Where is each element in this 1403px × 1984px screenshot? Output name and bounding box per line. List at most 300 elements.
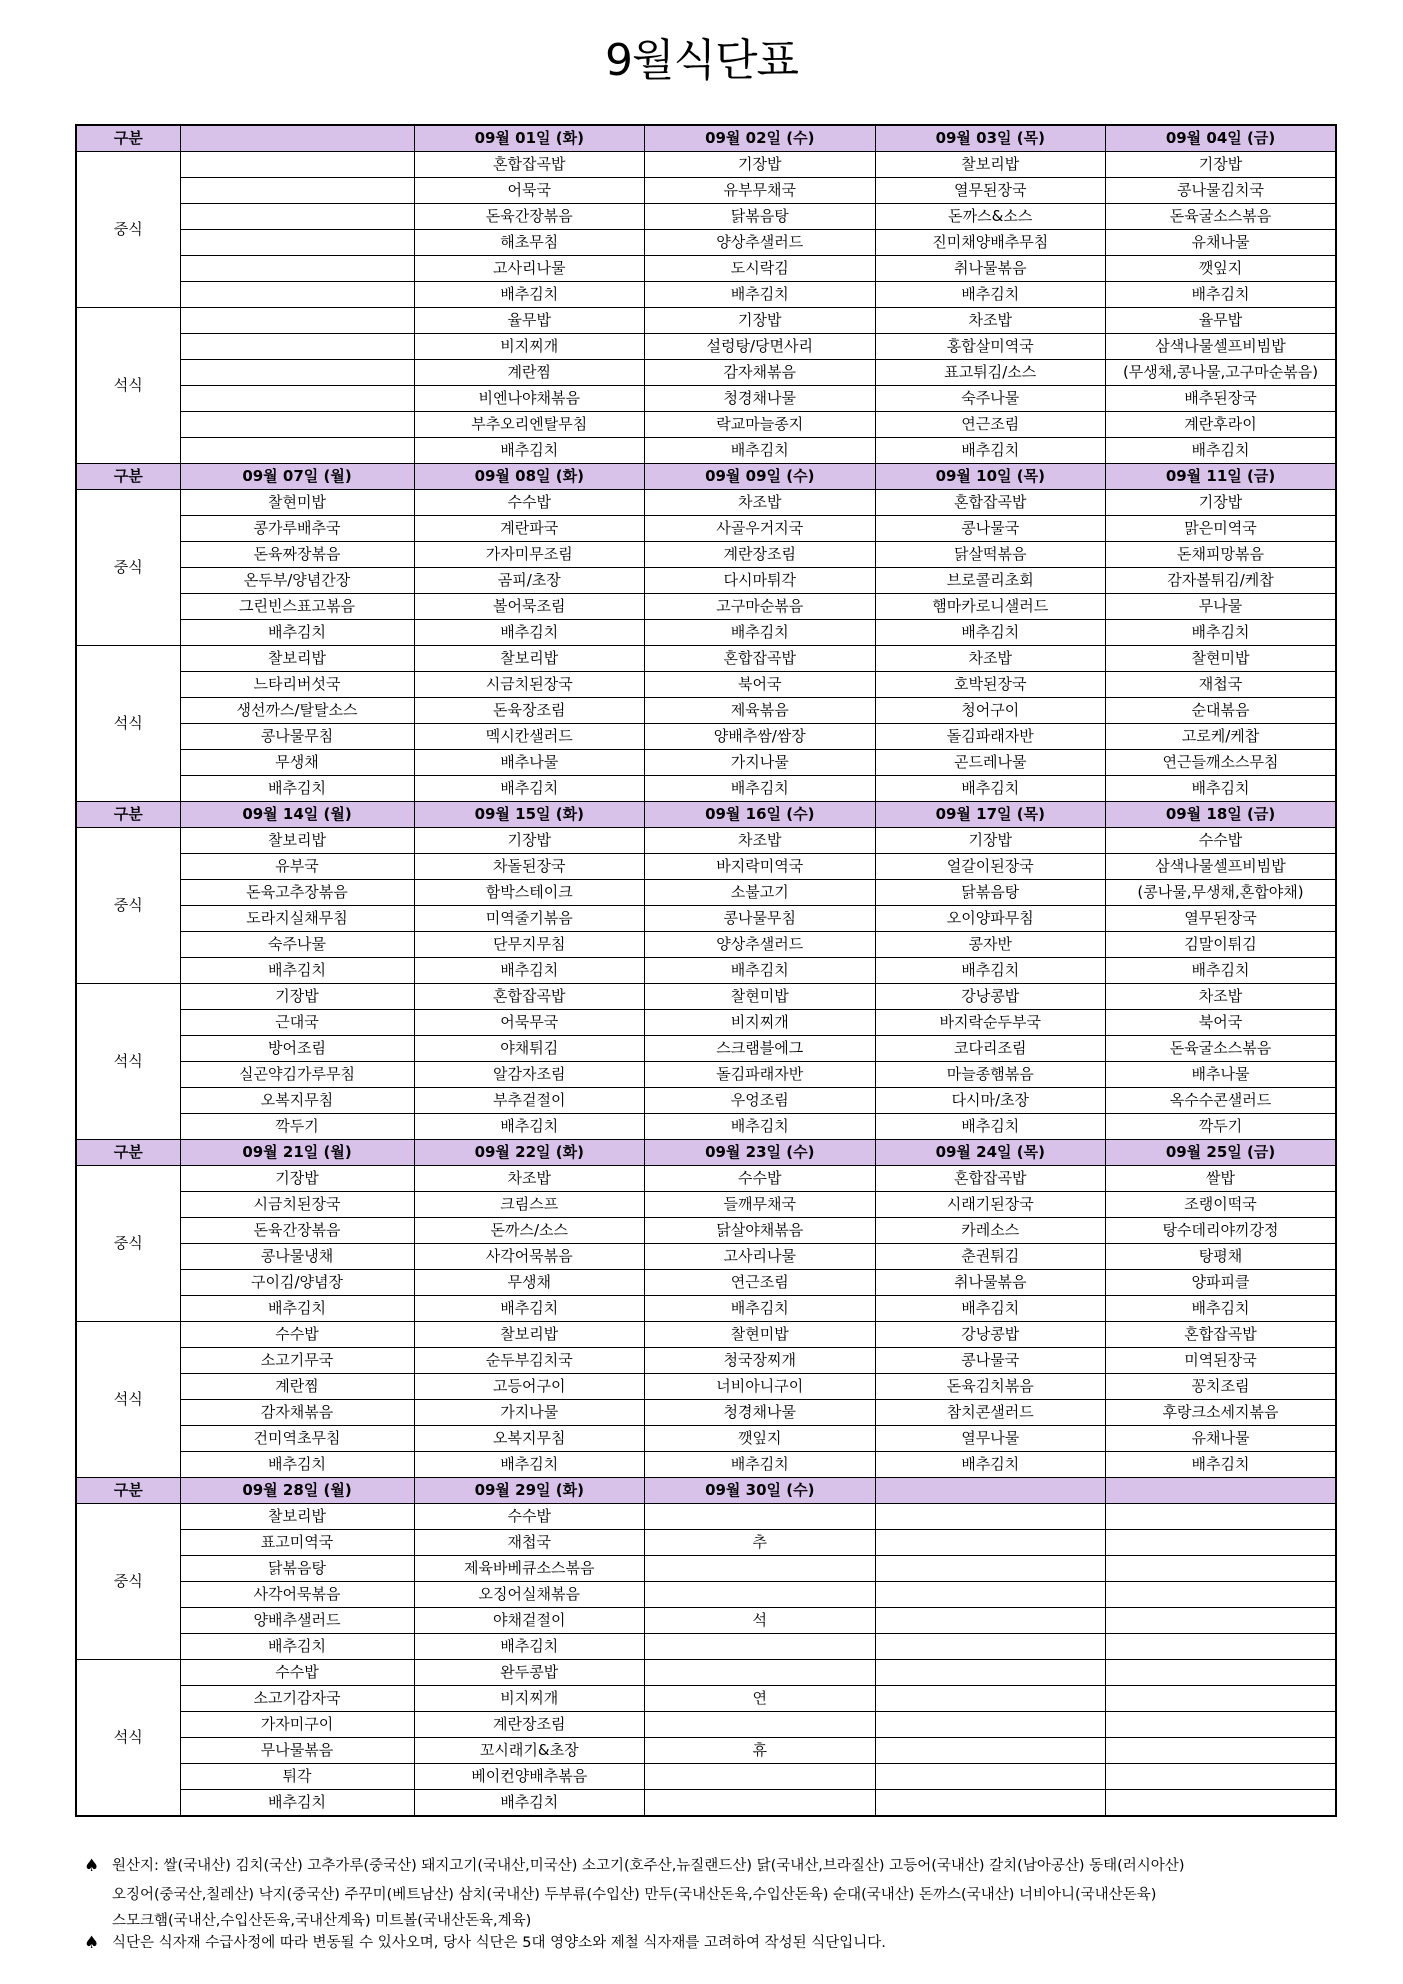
menu-item: 진미채양배추무침 <box>875 230 1106 256</box>
menu-item: 배추김치 <box>414 620 645 646</box>
menu-item <box>180 256 414 282</box>
menu-item: 순두부김치국 <box>414 1348 645 1374</box>
dinner-row <box>76 698 1336 724</box>
menu-item: 청어구이 <box>875 698 1106 724</box>
menu-item: 햄마카로니샐러드 <box>875 594 1106 620</box>
dinner-row <box>76 1374 1336 1400</box>
lunch-row <box>76 620 1336 646</box>
menu-item: 소고기무국 <box>180 1348 414 1374</box>
dinner-row <box>76 1790 1336 1817</box>
menu-item: 느타리버섯국 <box>180 672 414 698</box>
menu-item: 유부국 <box>180 854 414 880</box>
menu-item: 돈육굴소스볶음 <box>1106 204 1337 230</box>
date-cell: 09월 21일 (월) <box>180 1140 414 1166</box>
menu-item: 시금치된장국 <box>180 1192 414 1218</box>
menu-item: 배추김치 <box>414 958 645 984</box>
menu-item: 수수밥 <box>180 1322 414 1348</box>
menu-item: 다시마/초장 <box>875 1088 1106 1114</box>
lunch-label: 중식 <box>76 828 180 984</box>
menu-item: 어묵무국 <box>414 1010 645 1036</box>
menu-item: 들깨무채국 <box>645 1192 876 1218</box>
menu-item: 계란찜 <box>414 360 645 386</box>
menu-item: 후랑크소세지볶음 <box>1106 1400 1337 1426</box>
menu-item: 찰보리밥 <box>414 646 645 672</box>
lunch-row <box>76 906 1336 932</box>
menu-item: 무나물볶음 <box>180 1738 414 1764</box>
date-cell: 09월 09일 (수) <box>645 464 876 490</box>
menu-item: 열무된장국 <box>1106 906 1337 932</box>
lunch-label: 중식 <box>76 152 180 308</box>
menu-item: 사각어묵볶음 <box>414 1244 645 1270</box>
menu-item <box>180 334 414 360</box>
menu-item <box>1106 1790 1337 1817</box>
menu-item: 도라지실채무침 <box>180 906 414 932</box>
menu-item: 콩나물국 <box>875 516 1106 542</box>
menu-item: 닭볶음탕 <box>875 880 1106 906</box>
menu-item <box>875 1504 1106 1530</box>
menu-item: 방어조림 <box>180 1036 414 1062</box>
page-title: 9월식단표 <box>604 35 798 86</box>
dinner-row <box>76 776 1336 802</box>
dinner-label: 석식 <box>76 646 180 802</box>
menu-item: 배추김치 <box>875 438 1106 464</box>
menu-item <box>180 204 414 230</box>
dinner-row <box>76 412 1336 438</box>
menu-item <box>875 1634 1106 1660</box>
menu-item: 배추김치 <box>875 1114 1106 1140</box>
date-cell: 09월 15일 (화) <box>414 802 645 828</box>
lunch-row <box>76 1192 1336 1218</box>
menu-item: 배추나물 <box>1106 1062 1337 1088</box>
menu-item: 미역줄기볶음 <box>414 906 645 932</box>
menu-item: 야채튀김 <box>414 1036 645 1062</box>
menu-item: 배추김치 <box>645 1452 876 1478</box>
menu-item: 돈까스&소스 <box>875 204 1106 230</box>
menu-item <box>645 1556 876 1582</box>
menu-item: 차조밥 <box>645 490 876 516</box>
dinner-row <box>76 672 1336 698</box>
menu-item: 배추김치 <box>875 1296 1106 1322</box>
menu-item: 야채겉절이 <box>414 1608 645 1634</box>
dinner-row <box>76 1400 1336 1426</box>
menu-item: 멕시칸샐러드 <box>414 724 645 750</box>
notes-section <box>80 1852 1340 1954</box>
menu-item: 돈육고추장볶음 <box>180 880 414 906</box>
menu-item: 홍합살미역국 <box>875 334 1106 360</box>
menu-item: 수수밥 <box>414 490 645 516</box>
dinner-row <box>76 360 1336 386</box>
menu-item: 혼합잡곡밥 <box>645 646 876 672</box>
menu-item: 배추김치 <box>180 1634 414 1660</box>
menu-item: 혼합잡곡밥 <box>875 490 1106 516</box>
menu-item <box>180 282 414 308</box>
menu-item: 구이김/양념장 <box>180 1270 414 1296</box>
menu-item: 제육바베큐소스볶음 <box>414 1556 645 1582</box>
menu-item: 배추김치 <box>645 282 876 308</box>
menu-item: 유부무채국 <box>645 178 876 204</box>
menu-item <box>1106 1556 1337 1582</box>
menu-item: 생선까스/탈탈소스 <box>180 698 414 724</box>
lunch-row <box>76 204 1336 230</box>
menu-item: 기장밥 <box>645 152 876 178</box>
menu-item: 콩나물김치국 <box>1106 178 1337 204</box>
menu-item: 찰현미밥 <box>645 1322 876 1348</box>
menu-item <box>180 360 414 386</box>
menu-item: 춘권튀김 <box>875 1244 1106 1270</box>
menu-item: 배추김치 <box>180 1790 414 1817</box>
menu-item: 돈까스/소스 <box>414 1218 645 1244</box>
menu-item: 함박스테이크 <box>414 880 645 906</box>
menu-item: 양상추샐러드 <box>645 932 876 958</box>
menu-item: 삼색나물셀프비빔밥 <box>1106 334 1337 360</box>
menu-item: 찰현미밥 <box>645 984 876 1010</box>
menu-item: 꽁치조림 <box>1106 1374 1337 1400</box>
menu-item: 청국장찌개 <box>645 1348 876 1374</box>
menu-item: 완두콩밥 <box>414 1660 645 1686</box>
menu-item: 율무밥 <box>1106 308 1337 334</box>
menu-item: 찰현미밥 <box>180 490 414 516</box>
menu-item: 돈육짜장볶음 <box>180 542 414 568</box>
date-cell: 09월 02일 (수) <box>645 125 876 152</box>
menu-item: 배추김치 <box>1106 438 1337 464</box>
menu-item: 맑은미역국 <box>1106 516 1337 542</box>
menu-item <box>180 438 414 464</box>
menu-item: 참치콘샐러드 <box>875 1400 1106 1426</box>
menu-item: 유채나물 <box>1106 230 1337 256</box>
menu-item: 고로케/케찹 <box>1106 724 1337 750</box>
menu-item: 표고튀김/소스 <box>875 360 1106 386</box>
menu-item: 우엉조림 <box>645 1088 876 1114</box>
menu-item: 돈채피망볶음 <box>1106 542 1337 568</box>
menu-item: 계란장조림 <box>645 542 876 568</box>
menu-item: 북어국 <box>1106 1010 1337 1036</box>
date-cell: 09월 25일 (금) <box>1106 1140 1337 1166</box>
menu-item: 차조밥 <box>1106 984 1337 1010</box>
menu-item: 닭볶음탕 <box>645 204 876 230</box>
menu-item: 배추나물 <box>414 750 645 776</box>
lunch-row <box>76 958 1336 984</box>
menu-item: 콩나물무침 <box>645 906 876 932</box>
menu-item <box>1106 1660 1337 1686</box>
dinner-row <box>76 334 1336 360</box>
menu-item: 곤드레나물 <box>875 750 1106 776</box>
dinner-row <box>76 1452 1336 1478</box>
dinner-row <box>76 1660 1336 1686</box>
menu-item: 배추김치 <box>414 1452 645 1478</box>
menu-item: 재첩국 <box>1106 672 1337 698</box>
dinner-row <box>76 386 1336 412</box>
menu-item: 미역된장국 <box>1106 1348 1337 1374</box>
menu-item: 열무된장국 <box>875 178 1106 204</box>
menu-item: 추 <box>645 1530 876 1556</box>
menu-item: 소고기감자국 <box>180 1686 414 1712</box>
menu-item: 소불고기 <box>645 880 876 906</box>
date-cell: 09월 18일 (금) <box>1106 802 1337 828</box>
origin-note-cont-1 <box>80 1881 1340 1910</box>
menu-item: 돌김파래자반 <box>645 1062 876 1088</box>
menu-item: 바지락미역국 <box>645 854 876 880</box>
date-cell: 09월 11일 (금) <box>1106 464 1337 490</box>
lunch-row <box>76 568 1336 594</box>
menu-item: 얼갈이된장국 <box>875 854 1106 880</box>
menu-item: 배추김치 <box>414 1790 645 1817</box>
lunch-row <box>76 1166 1336 1192</box>
menu-item <box>1106 1634 1337 1660</box>
dinner-row <box>76 1114 1336 1140</box>
dinner-row <box>76 750 1336 776</box>
dinner-row <box>76 1348 1336 1374</box>
menu-item <box>875 1686 1106 1712</box>
menu-item: 콩나물국 <box>875 1348 1106 1374</box>
menu-item <box>180 152 414 178</box>
menu-item: 실곤약김가루무침 <box>180 1062 414 1088</box>
menu-item: 콩나물냉채 <box>180 1244 414 1270</box>
menu-item: 건미역초무침 <box>180 1426 414 1452</box>
menu-item: 카레소스 <box>875 1218 1106 1244</box>
lunch-label: 중식 <box>76 1504 180 1660</box>
lunch-row <box>76 1582 1336 1608</box>
menu-item: 어묵국 <box>414 178 645 204</box>
menu-item: 배추김치 <box>1106 620 1337 646</box>
disclaimer-note <box>80 1932 1340 1954</box>
lunch-label: 중식 <box>76 1166 180 1322</box>
menu-item: 계란장조림 <box>414 1712 645 1738</box>
menu-item: 도시락김 <box>645 256 876 282</box>
menu-item: 가자미구이 <box>180 1712 414 1738</box>
menu-item <box>645 1660 876 1686</box>
menu-item: 강낭콩밥 <box>875 1322 1106 1348</box>
menu-item: 찰보리밥 <box>180 646 414 672</box>
menu-item: 닭살떡볶음 <box>875 542 1106 568</box>
menu-item: 시래기된장국 <box>875 1192 1106 1218</box>
menu-item: 배추김치 <box>1106 1296 1337 1322</box>
menu-item: 부추오리엔탈무침 <box>414 412 645 438</box>
menu-item: 배추김치 <box>180 1296 414 1322</box>
menu-item: 가지나물 <box>645 750 876 776</box>
menu-item: 북어국 <box>645 672 876 698</box>
menu-item: 배추김치 <box>1106 282 1337 308</box>
menu-item: 찰보리밥 <box>180 828 414 854</box>
menu-item: 닭살야채볶음 <box>645 1218 876 1244</box>
header-label: 구분 <box>76 1140 180 1166</box>
menu-item: 배추김치 <box>645 958 876 984</box>
menu-item: 찰보리밥 <box>414 1322 645 1348</box>
menu-item: 감자볼튀김/케찹 <box>1106 568 1337 594</box>
menu-item: 오복지무침 <box>180 1088 414 1114</box>
menu-item: 휴 <box>645 1738 876 1764</box>
menu-item: 비지찌개 <box>414 1686 645 1712</box>
menu-item: 곰피/초장 <box>414 568 645 594</box>
date-cell: 09월 14일 (월) <box>180 802 414 828</box>
week-header-row <box>76 125 1336 152</box>
menu-item: 차조밥 <box>875 308 1106 334</box>
menu-item <box>645 1764 876 1790</box>
menu-item <box>1106 1608 1337 1634</box>
menu-item: 양상추샐러드 <box>645 230 876 256</box>
menu-item: 락교마늘종지 <box>645 412 876 438</box>
menu-item: 조랭이떡국 <box>1106 1192 1337 1218</box>
lunch-row <box>76 1556 1336 1582</box>
menu-item: 감자채볶음 <box>180 1400 414 1426</box>
menu-item: 너비아니구이 <box>645 1374 876 1400</box>
date-cell: 09월 22일 (화) <box>414 1140 645 1166</box>
menu-item <box>1106 1764 1337 1790</box>
menu-item <box>875 1738 1106 1764</box>
menu-item: 돈육굴소스볶음 <box>1106 1036 1337 1062</box>
menu-item: 깍두기 <box>180 1114 414 1140</box>
dinner-label: 석식 <box>76 1660 180 1817</box>
menu-item: 호박된장국 <box>875 672 1106 698</box>
menu-item: 삼색나물셀프비빔밥 <box>1106 854 1337 880</box>
menu-item: 수수밥 <box>1106 828 1337 854</box>
menu-item: 가지나물 <box>414 1400 645 1426</box>
menu-item: 가자미무조림 <box>414 542 645 568</box>
menu-item: 비지찌개 <box>645 1010 876 1036</box>
menu-item: 돌김파래자반 <box>875 724 1106 750</box>
header-label: 구분 <box>76 464 180 490</box>
menu-item: 닭볶음탕 <box>180 1556 414 1582</box>
menu-item: 부추겉절이 <box>414 1088 645 1114</box>
menu-item <box>875 1790 1106 1817</box>
menu-item: 차조밥 <box>414 1166 645 1192</box>
menu-item: 배추김치 <box>645 438 876 464</box>
menu-item: 배추김치 <box>875 620 1106 646</box>
dinner-row <box>76 984 1336 1010</box>
menu-item: 마늘종햄볶음 <box>875 1062 1106 1088</box>
dinner-label: 석식 <box>76 984 180 1140</box>
menu-item: 배추김치 <box>875 776 1106 802</box>
menu-item: 돈육김치볶음 <box>875 1374 1106 1400</box>
menu-item <box>180 308 414 334</box>
date-cell <box>875 1478 1106 1504</box>
dinner-row <box>76 1712 1336 1738</box>
menu-item: 튀각 <box>180 1764 414 1790</box>
lunch-row <box>76 256 1336 282</box>
menu-item: 양배추쌈/쌈장 <box>645 724 876 750</box>
menu-item: 브로콜리초회 <box>875 568 1106 594</box>
lunch-row <box>76 1296 1336 1322</box>
menu-item: 계란파국 <box>414 516 645 542</box>
menu-item: 숙주나물 <box>180 932 414 958</box>
menu-item: 고등어구이 <box>414 1374 645 1400</box>
menu-item: 차조밥 <box>645 828 876 854</box>
menu-item <box>875 1712 1106 1738</box>
menu-item: 기장밥 <box>180 1166 414 1192</box>
spade-icon: ♠ <box>84 1856 100 1876</box>
week-header-row <box>76 802 1336 828</box>
week-header-row <box>76 1140 1336 1166</box>
menu-item: 유채나물 <box>1106 1426 1337 1452</box>
date-cell: 09월 23일 (수) <box>645 1140 876 1166</box>
lunch-row <box>76 880 1336 906</box>
date-cell: 09월 17일 (목) <box>875 802 1106 828</box>
menu-item: 재첩국 <box>414 1530 645 1556</box>
menu-item: 근대국 <box>180 1010 414 1036</box>
menu-item <box>1106 1582 1337 1608</box>
date-cell: 09월 07일 (월) <box>180 464 414 490</box>
menu-item: 강낭콩밥 <box>875 984 1106 1010</box>
lunch-row <box>76 1218 1336 1244</box>
menu-item: 감자채볶음 <box>645 360 876 386</box>
menu-item: 배추김치 <box>414 1114 645 1140</box>
menu-item: 표고미역국 <box>180 1530 414 1556</box>
menu-item: 열무나물 <box>875 1426 1106 1452</box>
menu-item: 단무지무침 <box>414 932 645 958</box>
menu-item: 수수밥 <box>414 1504 645 1530</box>
menu-item: 돈육장조림 <box>414 698 645 724</box>
date-cell: 09월 08일 (화) <box>414 464 645 490</box>
menu-item: 그린빈스표고볶음 <box>180 594 414 620</box>
menu-item: 스크램블에그 <box>645 1036 876 1062</box>
menu-item: 혼합잡곡밥 <box>1106 1322 1337 1348</box>
menu-item: 청경채나물 <box>645 1400 876 1426</box>
menu-item: 배추김치 <box>1106 1452 1337 1478</box>
menu-item: 탕평채 <box>1106 1244 1337 1270</box>
menu-item <box>180 412 414 438</box>
menu-item: 차돌된장국 <box>414 854 645 880</box>
menu-item: 고사리나물 <box>645 1244 876 1270</box>
menu-item: 시금치된장국 <box>414 672 645 698</box>
menu-item: 설렁탕/당면사리 <box>645 334 876 360</box>
disclaimer-text: 식단은 식자재 수급사정에 따라 변동될 수 있사오며, 당사 식단은 5대 영양소와 제철 식자재를 고려하여 작성된 식단입니다. <box>112 1935 886 1951</box>
origin-line-3: 스모크햄(국내산,수입산돈육,국내산계육) 미트볼(국내산돈육,계육) <box>112 1913 532 1929</box>
lunch-label: 중식 <box>76 490 180 646</box>
menu-item: 양파피클 <box>1106 1270 1337 1296</box>
date-cell <box>180 125 414 152</box>
menu-item: 배추김치 <box>180 958 414 984</box>
menu-item: 배추김치 <box>414 1634 645 1660</box>
menu-item <box>875 1582 1106 1608</box>
lunch-row <box>76 490 1336 516</box>
header-label: 구분 <box>76 1478 180 1504</box>
dinner-row <box>76 1426 1336 1452</box>
menu-item: 혼합잡곡밥 <box>875 1166 1106 1192</box>
menu-item: 온두부/양념간장 <box>180 568 414 594</box>
menu-item: 무생채 <box>414 1270 645 1296</box>
menu-item: 연 <box>645 1686 876 1712</box>
dinner-row <box>76 1010 1336 1036</box>
menu-item <box>875 1608 1106 1634</box>
lunch-row <box>76 152 1336 178</box>
origin-note <box>80 1852 1340 1881</box>
lunch-row <box>76 854 1336 880</box>
lunch-row <box>76 594 1336 620</box>
menu-item: 차조밥 <box>875 646 1106 672</box>
menu-item: 기장밥 <box>645 308 876 334</box>
menu-item <box>1106 1712 1337 1738</box>
menu-item <box>645 1712 876 1738</box>
menu-item <box>1106 1530 1337 1556</box>
menu-item: 수수밥 <box>645 1166 876 1192</box>
menu-item: 볼어묵조림 <box>414 594 645 620</box>
menu-item: 배추김치 <box>414 438 645 464</box>
lunch-row <box>76 230 1336 256</box>
dinner-row <box>76 1036 1336 1062</box>
dinner-row <box>76 1686 1336 1712</box>
menu-item: 배추김치 <box>180 1452 414 1478</box>
menu-item: 오이양파무침 <box>875 906 1106 932</box>
date-cell: 09월 01일 (화) <box>414 125 645 152</box>
menu-item <box>1106 1504 1337 1530</box>
date-cell: 09월 10일 (목) <box>875 464 1106 490</box>
menu-item: 배추김치 <box>875 958 1106 984</box>
menu-item: 콩나물무침 <box>180 724 414 750</box>
dinner-label: 석식 <box>76 1322 180 1478</box>
menu-item: 계란후라이 <box>1106 412 1337 438</box>
menu-item: 배추김치 <box>414 282 645 308</box>
menu-item: 연근들깨소스무침 <box>1106 750 1337 776</box>
menu-item <box>875 1530 1106 1556</box>
